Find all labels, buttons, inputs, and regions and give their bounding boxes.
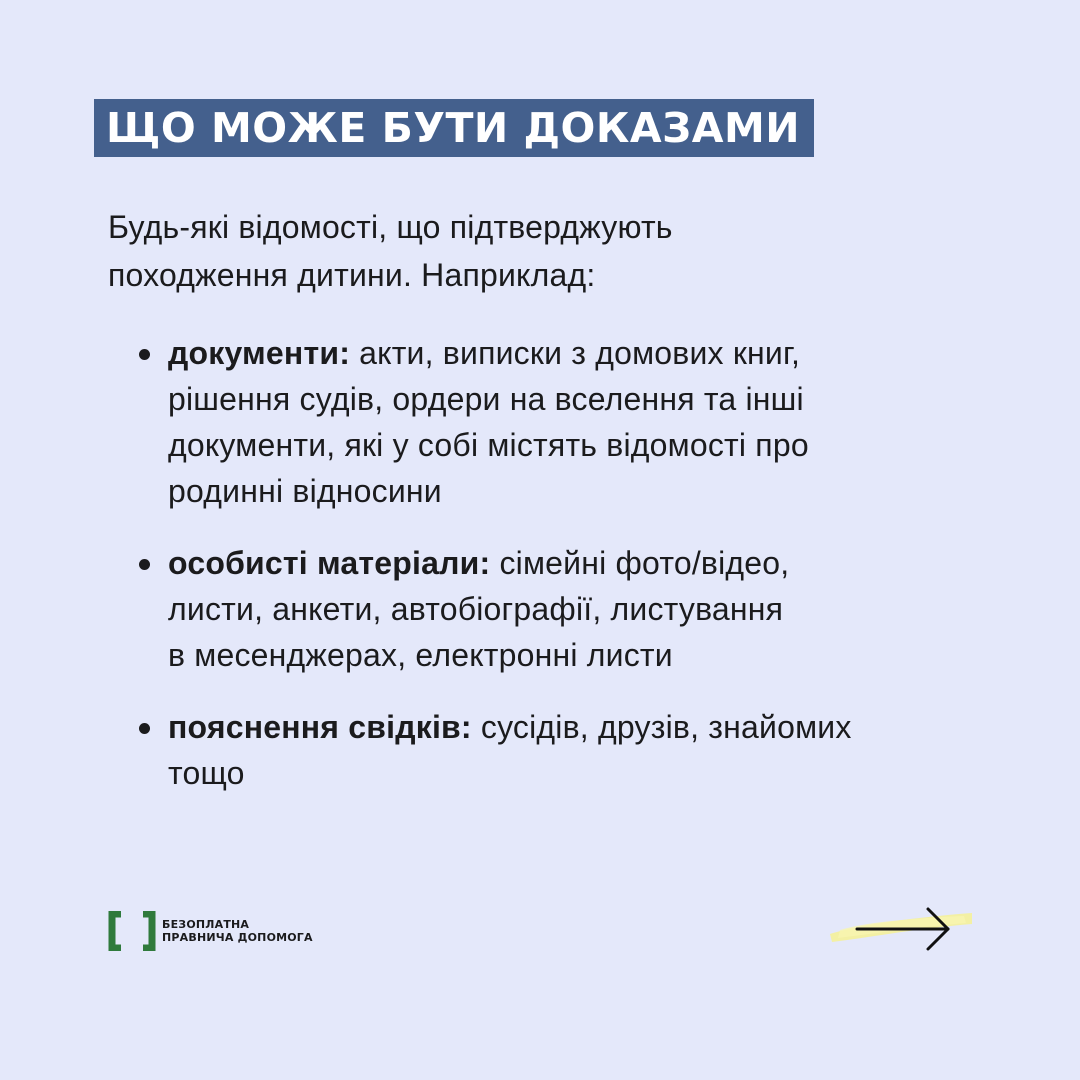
- bullet-text-line: листи, анкети, автобіографії, листування: [168, 591, 784, 627]
- bracket-logo-icon: [108, 911, 156, 951]
- bullet-text-line: сусідів, друзів, знайомих: [480, 709, 852, 745]
- page-title: [94, 99, 814, 157]
- bullet-text-line: документи, які у собі містять відомості про: [168, 427, 809, 463]
- brand-name-line-1: БЕЗОПЛАТНА: [162, 918, 250, 931]
- bullet-dot-icon: [139, 349, 150, 360]
- intro-line-1: Будь-які відомості, що підтверджують: [108, 209, 673, 245]
- brand-name-line-2: ПРАВНИЧА ДОПОМОГА: [162, 931, 313, 944]
- bullet-text-line: рішення судів, ордери на вселення та інші: [168, 381, 804, 417]
- bullet-term: пояснення свідків:: [168, 709, 472, 745]
- list-item-documents: [136, 330, 936, 514]
- bullet-term: документи:: [168, 335, 351, 371]
- intro-text: [108, 203, 1008, 299]
- list-item-witness-statements: [136, 704, 936, 796]
- page-title-text: ЩО МОЖЕ БУТИ ДОКАЗАМИ: [106, 104, 801, 152]
- bullet-text-line: сімейні фото/відео,: [499, 545, 790, 581]
- bullet-dot-icon: [139, 559, 150, 570]
- brand-name: [162, 918, 313, 944]
- intro-line-2: походження дитини. Наприклад:: [108, 257, 596, 293]
- arrow-right-icon[interactable]: [826, 904, 976, 956]
- bullet-dot-icon: [139, 723, 150, 734]
- bullet-text-line: в месенджерах, електронні листи: [168, 637, 673, 673]
- evidence-list: [136, 330, 936, 822]
- brand-logo: [108, 911, 313, 951]
- bullet-text-line: акти, виписки з домових книг,: [359, 335, 801, 371]
- bullet-term: особисті матеріали:: [168, 545, 491, 581]
- list-item-personal-materials: [136, 540, 936, 678]
- bullet-text-line: родинні відносини: [168, 473, 442, 509]
- bullet-text-line: тощо: [168, 755, 245, 791]
